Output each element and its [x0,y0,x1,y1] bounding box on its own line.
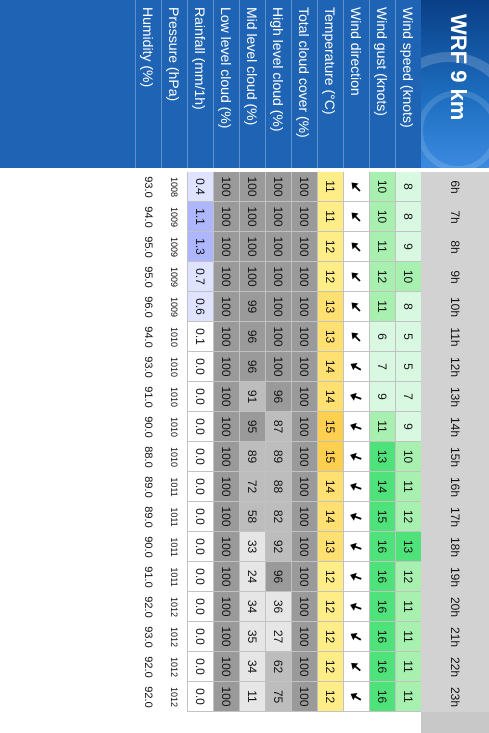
high-cloud-cell: 100 [265,322,291,352]
low-cloud-cell: 100 [213,622,239,652]
total-cloud-cell: 100 [291,502,317,532]
high-cloud-cell: 27 [265,622,291,652]
mid-cloud-cell: 91 [239,382,265,412]
temperature-cell: 12 [317,592,343,622]
low-cloud-cell: 100 [213,442,239,472]
hour-header: 16h [421,472,489,502]
temperature-cell: 12 [317,652,343,682]
humidity-cell: 93.0 [135,622,161,652]
wind-arrow-icon [350,420,364,434]
wind-gust-cell: 13 [369,442,395,472]
total-cloud-cell: 100 [291,292,317,322]
low-cloud-cell: 100 [213,202,239,232]
wind-gust-cell: 16 [369,592,395,622]
high-cloud-cell: 88 [265,472,291,502]
wind-gust-cell: 11 [369,412,395,442]
wind-arrow-icon [350,630,364,644]
wind-speed-cell: 13 [395,532,421,562]
hour-header: 9h [421,262,489,292]
low-cloud-cell: 100 [213,382,239,412]
mid-cloud-cell: 95 [239,412,265,442]
pressure-cell: 1010 [161,322,187,352]
row-label-wind-direction: Wind direction [343,0,369,168]
wind-speed-cell: 11 [395,682,421,712]
wind-speed-cell: 5 [395,352,421,382]
wind-gust-cell: 7 [369,352,395,382]
rainfall-cell: 0.0 [187,442,213,472]
mid-cloud-cell: 100 [239,232,265,262]
high-cloud-cell: 100 [265,352,291,382]
total-cloud-cell: 100 [291,652,317,682]
rainfall-cell: 0.0 [187,412,213,442]
wind-direction-cell [343,292,369,322]
low-cloud-cell: 100 [213,412,239,442]
wind-gust-cell: 6 [369,322,395,352]
wind-arrow-icon [350,300,364,314]
humidity-cell: 92.0 [135,592,161,622]
temperature-cell: 14 [317,502,343,532]
temperature-cell: 13 [317,292,343,322]
wind-direction-cell [343,532,369,562]
rainfall-cell: 0.7 [187,262,213,292]
total-cloud-cell: 100 [291,232,317,262]
wind-arrow-icon [350,210,364,224]
wind-arrow-icon [350,660,364,674]
rainfall-cell: 0.0 [187,352,213,382]
high-cloud-cell: 100 [265,202,291,232]
low-cloud-cell: 100 [213,532,239,562]
row-labels-column [0,0,421,168]
pressure-cell: 1012 [161,622,187,652]
temperature-cell: 12 [317,682,343,712]
rainfall-cell: 0.0 [187,682,213,712]
temperature-cell: 12 [317,622,343,652]
wind-arrow-icon [350,330,364,344]
humidity-cell: 91.0 [135,562,161,592]
title-bar [421,0,489,168]
humidity-cell: 95.0 [135,232,161,262]
hour-header: 23h [421,682,489,712]
humidity-cell: 89.0 [135,472,161,502]
high-cloud-cell: 36 [265,592,291,622]
humidity-cell: 90.0 [135,532,161,562]
wind-direction-cell [343,382,369,412]
temperature-cell: 12 [317,262,343,292]
wind-speed-cell: 10 [395,442,421,472]
hour-header: 18h [421,532,489,562]
mid-cloud-cell: 89 [239,442,265,472]
high-cloud-cell: 62 [265,652,291,682]
humidity-cell: 89.0 [135,502,161,532]
wind-speed-cell: 7 [395,382,421,412]
mid-cloud-cell: 72 [239,472,265,502]
row-label-high-cloud: High level cloud (%) [265,0,291,168]
hour-header: 13h [421,382,489,412]
total-cloud-cell: 100 [291,562,317,592]
high-cloud-cell: 100 [265,172,291,202]
row-label-wind-gust: Wind gust (knots) [369,0,395,168]
pressure-cell: 1012 [161,682,187,712]
rainfall-cell: 1.3 [187,232,213,262]
rainfall-cell: 0.4 [187,172,213,202]
wind-gust-cell: 16 [369,532,395,562]
wind-speed-cell: 9 [395,412,421,442]
temperature-cell: 13 [317,322,343,352]
wind-direction-cell [343,562,369,592]
high-cloud-cell: 96 [265,562,291,592]
pressure-cell: 1009 [161,202,187,232]
low-cloud-cell: 100 [213,172,239,202]
mid-cloud-cell: 11 [239,682,265,712]
humidity-cell: 94.0 [135,322,161,352]
pressure-cell: 1011 [161,472,187,502]
row-label-wind-speed: Wind speed (knots) [395,0,421,168]
wind-gust-cell: 12 [369,262,395,292]
mid-cloud-cell: 34 [239,652,265,682]
wind-speed-cell: 11 [395,652,421,682]
temperature-cell: 12 [317,232,343,262]
total-cloud-cell: 100 [291,172,317,202]
low-cloud-cell: 100 [213,682,239,712]
wind-gust-cell: 15 [369,502,395,532]
wind-arrow-icon [350,450,364,464]
wind-arrow-icon [350,540,364,554]
wind-direction-cell [343,652,369,682]
low-cloud-cell: 100 [213,652,239,682]
wind-direction-cell [343,442,369,472]
rainfall-cell: 0.6 [187,292,213,322]
high-cloud-cell: 100 [265,262,291,292]
wind-direction-cell [343,232,369,262]
hour-header: 7h [421,202,489,232]
wind-speed-cell: 8 [395,172,421,202]
wind-arrow-icon [350,510,364,524]
wind-arrow-icon [350,600,364,614]
low-cloud-cell: 100 [213,502,239,532]
wind-gust-cell: 16 [369,682,395,712]
row-label-rainfall: Rainfall (mm/1h) [187,0,213,168]
temperature-cell: 12 [317,562,343,592]
pressure-cell: 1010 [161,352,187,382]
wind-direction-cell [343,592,369,622]
wind-direction-cell [343,472,369,502]
mid-cloud-cell: 99 [239,292,265,322]
total-cloud-cell: 100 [291,622,317,652]
hour-header: 11h [421,322,489,352]
hour-header: 19h [421,562,489,592]
wind-speed-cell: 8 [395,292,421,322]
humidity-cell: 93.0 [135,172,161,202]
wind-direction-cell [343,352,369,382]
row-label-pressure: Pressure (hPa) [161,0,187,168]
mid-cloud-cell: 96 [239,322,265,352]
total-cloud-cell: 100 [291,352,317,382]
table-header [0,0,489,168]
total-cloud-cell: 100 [291,412,317,442]
wind-arrow-icon [350,180,364,194]
low-cloud-cell: 100 [213,292,239,322]
wind-direction-cell [343,262,369,292]
humidity-cell: 91.0 [135,382,161,412]
total-cloud-cell: 100 [291,682,317,712]
total-cloud-cell: 100 [291,202,317,232]
humidity-cell: 92.0 [135,682,161,712]
total-cloud-cell: 100 [291,262,317,292]
high-cloud-cell: 89 [265,442,291,472]
low-cloud-cell: 100 [213,592,239,622]
humidity-cell: 92.0 [135,652,161,682]
pressure-cell: 1009 [161,262,187,292]
pressure-cell: 1010 [161,382,187,412]
mid-cloud-cell: 100 [239,202,265,232]
low-cloud-cell: 100 [213,562,239,592]
pressure-cell: 1011 [161,562,187,592]
humidity-cell: 94.0 [135,202,161,232]
wind-arrow-icon [350,480,364,494]
total-cloud-cell: 100 [291,442,317,472]
rainfall-cell: 0.1 [187,322,213,352]
temperature-cell: 14 [317,382,343,412]
pressure-cell: 1011 [161,502,187,532]
wind-direction-cell [343,502,369,532]
temperature-cell: 11 [317,202,343,232]
wind-gust-cell: 14 [369,472,395,502]
hour-header: 14h [421,412,489,442]
hour-header: 21h [421,622,489,652]
wind-arrow-icon [350,690,364,704]
temperature-cell: 14 [317,472,343,502]
forecast-grid[interactable] [0,172,489,733]
wind-direction-cell [343,682,369,712]
wind-gust-cell: 9 [369,382,395,412]
rainfall-cell: 0.0 [187,652,213,682]
humidity-cell: 96.0 [135,292,161,322]
rainfall-cell: 0.0 [187,532,213,562]
mid-cloud-cell: 35 [239,622,265,652]
hour-header: 6h [421,172,489,202]
wind-gust-cell: 16 [369,562,395,592]
mid-cloud-cell: 96 [239,352,265,382]
wind-gust-cell: 11 [369,232,395,262]
wind-speed-cell: 11 [395,472,421,502]
wind-speed-cell: 11 [395,622,421,652]
pressure-cell: 1009 [161,232,187,262]
row-label-temperature: Temperature (°C) [317,0,343,168]
low-cloud-cell: 100 [213,232,239,262]
temperature-cell: 11 [317,172,343,202]
wind-speed-cell: 9 [395,232,421,262]
wind-speed-cell: 10 [395,262,421,292]
wind-gust-cell: 10 [369,172,395,202]
wind-arrow-icon [350,360,364,374]
wind-arrow-icon [350,240,364,254]
mid-cloud-cell: 58 [239,502,265,532]
pressure-cell: 1012 [161,592,187,622]
high-cloud-cell: 87 [265,412,291,442]
hour-header: 10h [421,292,489,322]
pressure-cell: 1010 [161,442,187,472]
rainfall-cell: 0.0 [187,502,213,532]
pressure-cell: 1008 [161,172,187,202]
mid-cloud-cell: 100 [239,262,265,292]
wind-arrow-icon [350,270,364,284]
hour-header: 17h [421,502,489,532]
mid-cloud-cell: 33 [239,532,265,562]
high-cloud-cell: 96 [265,382,291,412]
low-cloud-cell: 100 [213,262,239,292]
pressure-cell: 1012 [161,652,187,682]
hour-header: 8h [421,232,489,262]
rainfall-cell: 0.0 [187,382,213,412]
rainfall-cell: 1.1 [187,202,213,232]
wind-arrow-icon [350,570,364,584]
humidity-cell: 88.0 [135,442,161,472]
total-cloud-cell: 100 [291,592,317,622]
mid-cloud-cell: 34 [239,592,265,622]
row-label-mid-cloud: Mid level cloud (%) [239,0,265,168]
rainfall-cell: 0.0 [187,622,213,652]
low-cloud-cell: 100 [213,322,239,352]
wind-direction-cell [343,412,369,442]
model-title: WRF 9 km [446,14,471,121]
row-label-humidity: Humidity (%) [135,0,161,168]
total-cloud-cell: 100 [291,472,317,502]
pressure-cell: 1009 [161,292,187,322]
row-label-low-cloud: Low level cloud (%) [213,0,239,168]
high-cloud-cell: 92 [265,532,291,562]
pressure-cell: 1011 [161,532,187,562]
temperature-cell: 15 [317,412,343,442]
high-cloud-cell: 82 [265,502,291,532]
wind-speed-cell: 12 [395,502,421,532]
wind-direction-cell [343,172,369,202]
pressure-cell: 1010 [161,412,187,442]
temperature-cell: 13 [317,532,343,562]
hour-header: 22h [421,652,489,682]
wind-speed-cell: 8 [395,202,421,232]
humidity-cell: 95.0 [135,262,161,292]
wind-speed-cell: 11 [395,592,421,622]
hour-header: 12h [421,352,489,382]
humidity-cell: 90.0 [135,412,161,442]
temperature-cell: 15 [317,442,343,472]
low-cloud-cell: 100 [213,352,239,382]
total-cloud-cell: 100 [291,322,317,352]
mid-cloud-cell: 100 [239,172,265,202]
wind-arrow-icon [350,390,364,404]
total-cloud-cell: 100 [291,382,317,412]
rainfall-cell: 0.0 [187,592,213,622]
high-cloud-cell: 100 [265,232,291,262]
high-cloud-cell: 75 [265,682,291,712]
wind-direction-cell [343,622,369,652]
temperature-cell: 14 [317,352,343,382]
wind-gust-cell: 11 [369,292,395,322]
wind-speed-cell: 12 [395,562,421,592]
total-cloud-cell: 100 [291,532,317,562]
high-cloud-cell: 100 [265,292,291,322]
rainfall-cell: 0.0 [187,472,213,502]
wind-direction-cell [343,202,369,232]
mid-cloud-cell: 24 [239,562,265,592]
wind-direction-cell [343,322,369,352]
rainfall-cell: 0.0 [187,562,213,592]
low-cloud-cell: 100 [213,472,239,502]
humidity-cell: 93.0 [135,352,161,382]
row-label-total-cloud: Total cloud cover (%) [291,0,317,168]
wind-speed-cell: 5 [395,322,421,352]
hour-header: 20h [421,592,489,622]
wind-gust-cell: 16 [369,622,395,652]
wind-gust-cell: 10 [369,202,395,232]
wind-gust-cell: 16 [369,652,395,682]
hour-header: 15h [421,442,489,472]
